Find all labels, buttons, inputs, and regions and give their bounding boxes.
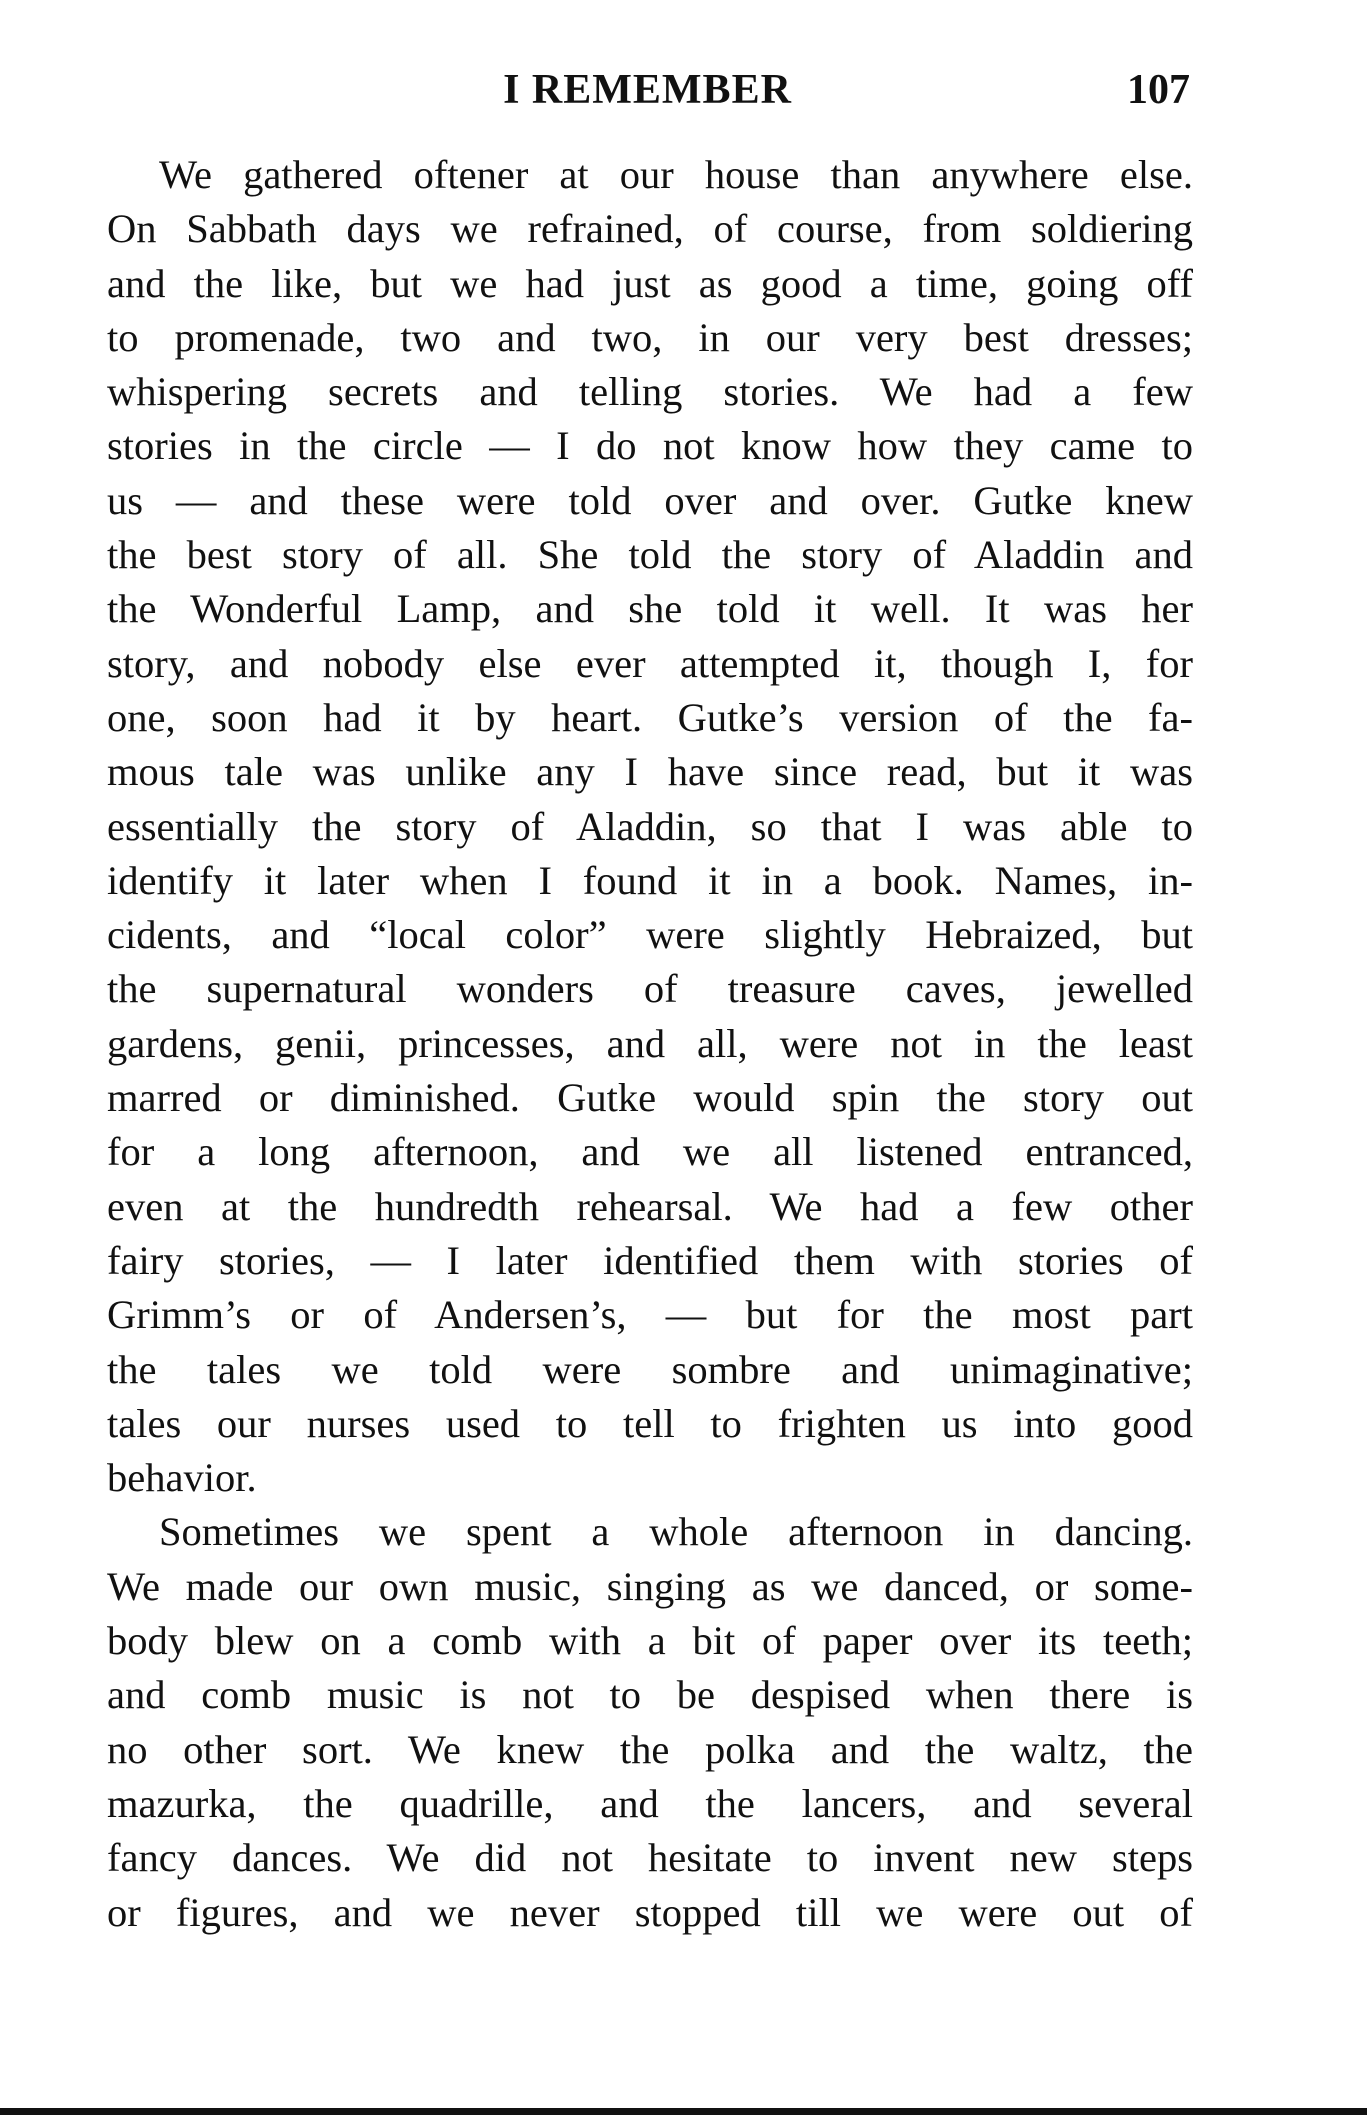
text-line: us — and these were told over and over. Gutke knew (107, 477, 1193, 523)
text-line: the supernatural wonders of treasure caves, jewelled (107, 966, 1193, 1012)
text-line: mous tale was unlike any I have since read, but it was (107, 749, 1193, 795)
running-head (105, 60, 1190, 120)
text-line: Sometimes we spent a whole afternoon in dancing. (159, 1509, 1193, 1555)
text-line: for a long afternoon, and we all listened entranced, (107, 1129, 1193, 1175)
text-line: and the like, but we had just as good a time, going off (107, 260, 1193, 306)
text-line: and comb music is not to be despised when there is (107, 1672, 1193, 1718)
text-line: stories in the circle — I do not know how they came to (107, 423, 1193, 469)
text-line: body blew on a comb with a bit of paper over its teeth; (107, 1618, 1193, 1664)
text-line: one, soon had it by heart. Gutke’s version of the fa- (107, 694, 1193, 740)
text-line: essentially the story of Aladdin, so that I was able to (107, 803, 1193, 849)
text-line: the best story of all. She told the story of Aladdin and (107, 532, 1193, 578)
text-line: even at the hundredth rehearsal. We had a few other (107, 1183, 1193, 1229)
text-line: On Sabbath days we refrained, of course, from soldiering (107, 206, 1193, 252)
text-line: mazurka, the quadrille, and the lancers, and several (107, 1780, 1193, 1826)
text-line: identify it later when I found it in a book. Names, in- (107, 857, 1193, 903)
text-line: Grimm’s or of Andersen’s, — but for the most part (107, 1292, 1193, 1338)
text-line: the tales we told were sombre and unimaginative; (107, 1346, 1193, 1392)
text-line: tales our nurses used to tell to frighten us into good (107, 1400, 1193, 1446)
running-title: I REMEMBER (503, 67, 792, 113)
text-line: or figures, and we never stopped till we were out of (107, 1889, 1193, 1935)
text-line: behavior. (107, 1455, 257, 1501)
text-line: gardens, genii, princesses, and all, were not in the least (107, 1020, 1193, 1066)
text-line: We gathered oftener at our house than anywhere else. (159, 152, 1193, 197)
bottom-rule (0, 2108, 1367, 2115)
text-line: whispering secrets and telling stories. We had a few (107, 369, 1193, 415)
text-line: marred or diminished. Gutke would spin the story out (107, 1075, 1193, 1121)
text-line: fancy dances. We did not hesitate to invent new steps (107, 1835, 1193, 1881)
text-line: We made our own music, singing as we danced, or some- (107, 1563, 1193, 1609)
text-line: to promenade, two and two, in our very best dresses; (107, 314, 1193, 360)
text-line: no other sort. We knew the polka and the waltz, the (107, 1726, 1193, 1772)
text-line: story, and nobody else ever attempted it, though I, for (107, 640, 1193, 686)
paragraph-2 (107, 1505, 1193, 1939)
text-line: fairy stories, — I later identified them with stories of (107, 1237, 1193, 1283)
page-number: 107 (1127, 67, 1190, 113)
text-line: cidents, and “local color” were slightly Hebraized, but (107, 912, 1193, 958)
body-text (107, 148, 1193, 1940)
paragraph-1 (107, 148, 1193, 1505)
text-line: the Wonderful Lamp, and she told it well. It was her (107, 586, 1193, 632)
